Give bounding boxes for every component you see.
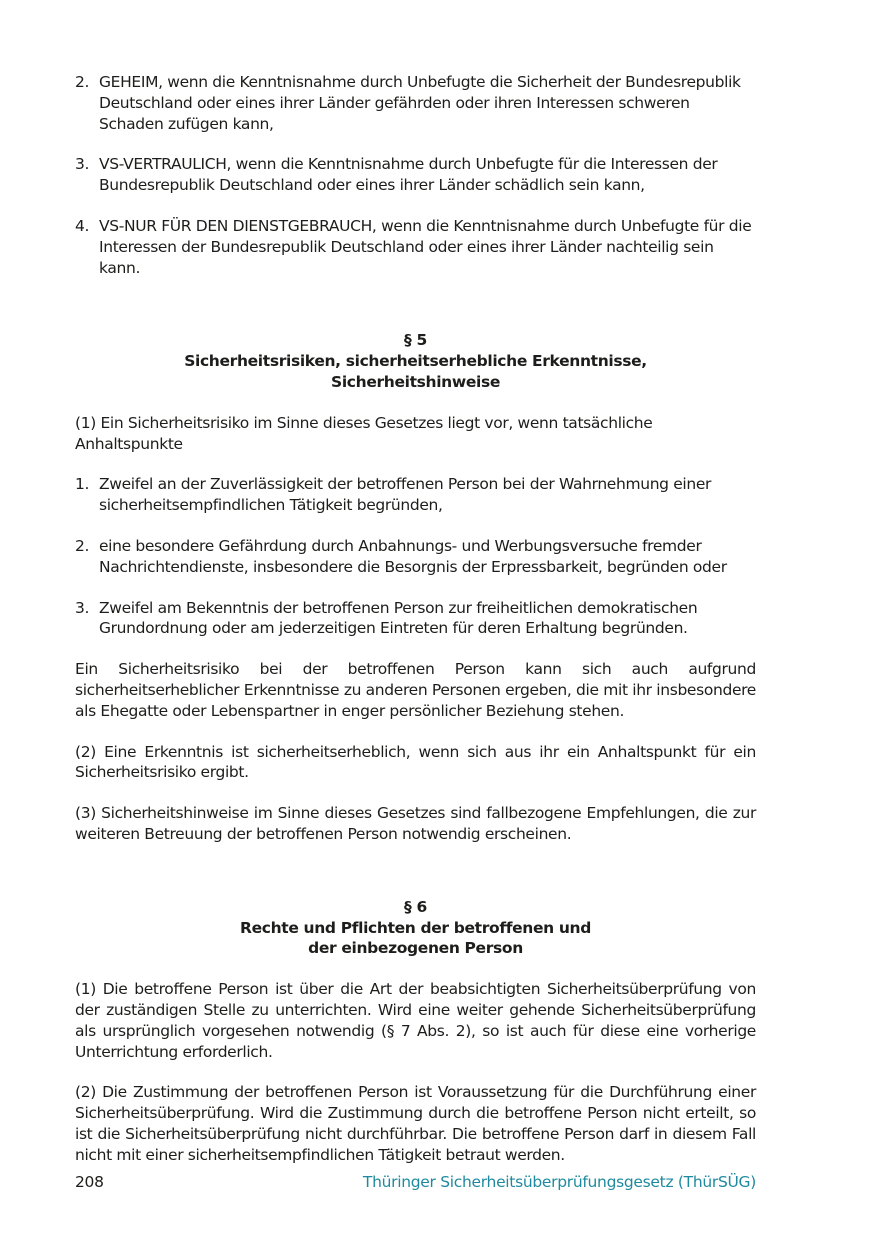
list-item (75, 154, 756, 196)
list-item (75, 216, 756, 278)
list-number: 2. (75, 536, 90, 555)
list-number: 3. (75, 155, 90, 174)
list-number: 1. (75, 475, 90, 494)
list-text: Zweifel am Bekenntnis der betroffenen Person zur freiheitlichen demokratischen Grundordnung oder am jederzeitigen Eintreten für deren Erhaltung begründen. (99, 598, 698, 638)
section-6-paragraph-2: (2) Die Zustimmung der betroffenen Person ist Voraussetzung für die Durchführung einer Sicherheitsüberprüfung. Wird die Zustimmung durch die betroffene Person nicht erteilt, so ist die Sicherheitsüberprüfung nicht durchführbar. Die betroffene Person darf in diesem Fall nicht mit einer sicherheitsempfindlichen Tätigkeit betraut werden. (75, 1083, 756, 1164)
page-content (75, 72, 756, 1165)
list-number: 2. (75, 73, 90, 91)
section-5-paragraph-2: (2) Eine Erkenntnis ist sicherheitserheblich, wenn sich aus ihr ein Anhaltspunkt für ein Sicherheitsrisiko ergibt. (75, 742, 756, 782)
list-text: VS-NUR FÜR DEN DIENSTGEBRAUCH, wenn die Kenntnisnahme durch Unbefugte für die Interessen der Bundesrepublik Deutschland oder eines ihrer Länder nachteilig sein kann. (99, 216, 752, 277)
section-5-title-line-2: Sicherheitshinweise (331, 372, 500, 391)
section-6-title-line-1: Rechte und Pflichten der betroffenen und (240, 918, 591, 937)
section-6-number: § 6 (404, 897, 427, 916)
list-item (75, 536, 756, 578)
list-text: Zweifel an der Zuverlässigkeit der betroffenen Person bei der Wahrnehmung einer sicherheitsempfindlichen Tätigkeit begründen, (99, 475, 712, 515)
section-5-paragraph-after-list: Ein Sicherheitsrisiko bei der betroffenen Person kann sich auch aufgrund sicherheitserheblicher Erkenntnisse zu anderen Personen ergeben, die mit ihr insbesondere als Ehegatte oder Lebenspartner in enger persönlicher Beziehung stehen. (75, 660, 756, 720)
section-6-paragraph-1: (1) Die betroffene Person ist über die Art der beabsichtigten Sicherheitsüberprüfung von der zuständigen Stelle zu unterrichten. Wird eine weiter gehende Sicherheitsüberprüfung als ursprünglich vorgesehen notwendig (§ 7 Abs. 2), so ist auch für diese eine vorherige Unterrichtung erforderlich. (75, 980, 756, 1061)
section-5-paragraph-1: (1) Ein Sicherheitsrisiko im Sinne dieses Gesetzes liegt vor, wenn tatsächliche Anhaltspunkte (75, 413, 653, 453)
page-footer (75, 1173, 756, 1195)
list-item (75, 474, 756, 516)
list-item (75, 598, 756, 640)
section-5-paragraph-3: (3) Sicherheitshinweise im Sinne dieses Gesetzes sind fallbezogene Empfehlungen, die zur weiteren Betreuung der betroffenen Person notwendig erscheinen. (75, 804, 756, 843)
section-6-title-line-2: der einbezogenen Person (308, 939, 523, 958)
list-text: GEHEIM, wenn die Kenntnisnahme durch Unbefugte die Sicherheit der Bundesrepublik Deutschland oder eines ihrer Länder gefährden oder ihren Interessen schweren Schaden zufügen kann, (99, 73, 741, 133)
footer-title: Thüringer Sicherheitsüberprüfungsgesetz (ThürSÜG) (362, 1173, 756, 1191)
list-number: 3. (75, 598, 90, 617)
list-item (75, 72, 756, 134)
list-text: eine besondere Gefährdung durch Anbahnungs- und Werbungsversuche fremder Nachrichtendienste, insbesondere die Besorgnis der Erpressbarkeit, begründen oder (99, 536, 727, 576)
list-number: 4. (75, 216, 90, 235)
page-number: 208 (75, 1173, 104, 1191)
section-5-title-line-1: Sicherheitsrisiken, sicherheitserhebliche Erkenntnisse, (184, 352, 647, 371)
section-5-number: § 5 (404, 331, 427, 350)
list-text: VS-VERTRAULICH, wenn die Kenntnisnahme durch Unbefugte für die Interessen der Bundesrepublik Deutschland oder eines ihrer Länder schädlich sein kann, (99, 155, 718, 195)
